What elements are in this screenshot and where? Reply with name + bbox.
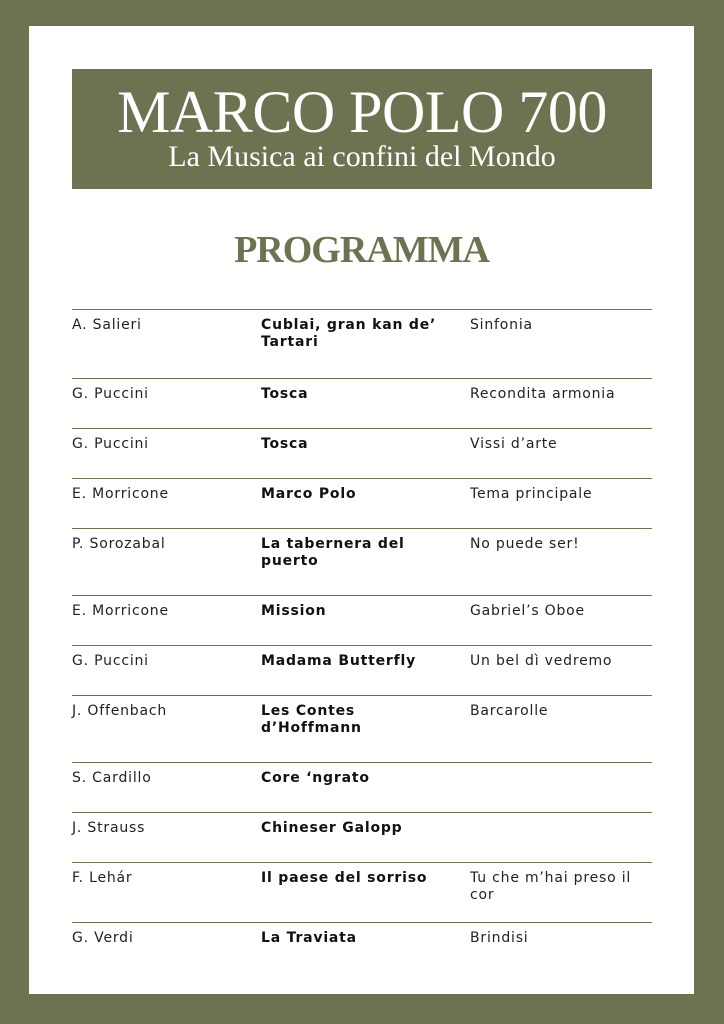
piece-title: No puede ser! bbox=[470, 536, 580, 552]
program-row bbox=[72, 529, 652, 596]
work-title: Tosca bbox=[261, 386, 309, 402]
work-title: Chineser Galopp bbox=[261, 820, 403, 836]
program-row bbox=[72, 429, 652, 479]
work-title: Les Contes d’Hoffmann bbox=[261, 703, 362, 736]
work-title: Il paese del sorriso bbox=[261, 870, 428, 886]
composer: G. Puccini bbox=[72, 436, 149, 452]
program-sheet bbox=[29, 26, 694, 994]
program-row bbox=[72, 379, 652, 429]
program-heading: PROGRAMMA bbox=[234, 229, 489, 271]
composer: G. Puccini bbox=[72, 386, 149, 402]
program-row bbox=[72, 596, 652, 646]
event-title: MARCO POLO 700 bbox=[117, 79, 607, 145]
piece-title: Sinfonia bbox=[470, 317, 533, 333]
composer: E. Morricone bbox=[72, 603, 169, 619]
program-row bbox=[72, 479, 652, 529]
work-title: Core ‘ngrato bbox=[261, 770, 370, 786]
work-title: Mission bbox=[261, 603, 327, 619]
piece-title: Tu che m’hai preso il cor bbox=[470, 870, 632, 903]
program-row bbox=[72, 923, 652, 963]
composer: G. Puccini bbox=[72, 653, 149, 669]
program-row bbox=[72, 696, 652, 763]
piece-title: Recondita armonia bbox=[470, 386, 616, 402]
title-banner bbox=[72, 69, 652, 189]
composer: G. Verdi bbox=[72, 930, 134, 946]
composer: J. Offenbach bbox=[72, 703, 168, 719]
piece-title: Gabriel’s Oboe bbox=[470, 603, 585, 619]
program-table bbox=[72, 309, 652, 963]
piece-title: Un bel dì vedremo bbox=[470, 653, 613, 669]
program-row bbox=[72, 646, 652, 696]
program-row bbox=[72, 310, 652, 379]
work-title: Marco Polo bbox=[261, 486, 357, 502]
composer: E. Morricone bbox=[72, 486, 169, 502]
work-title: La Traviata bbox=[261, 930, 357, 946]
work-title: Cublai, gran kan de’ Tartari bbox=[261, 317, 437, 350]
program-row bbox=[72, 763, 652, 813]
composer: F. Lehár bbox=[72, 870, 133, 886]
event-subtitle: La Musica ai confini del Mondo bbox=[168, 140, 556, 173]
piece-title: Brindisi bbox=[470, 930, 529, 946]
composer: P. Sorozabal bbox=[72, 536, 166, 552]
work-title: Madama Butterfly bbox=[261, 653, 416, 669]
composer: A. Salieri bbox=[72, 317, 142, 333]
piece-title: Tema principale bbox=[470, 486, 593, 502]
program-row bbox=[72, 863, 652, 923]
program-row bbox=[72, 813, 652, 863]
composer: J. Strauss bbox=[72, 820, 146, 836]
piece-title: Vissi d’arte bbox=[470, 436, 558, 452]
work-title: La tabernera del puerto bbox=[261, 536, 405, 569]
composer: S. Cardillo bbox=[72, 770, 152, 786]
work-title: Tosca bbox=[261, 436, 309, 452]
piece-title: Barcarolle bbox=[470, 703, 549, 719]
